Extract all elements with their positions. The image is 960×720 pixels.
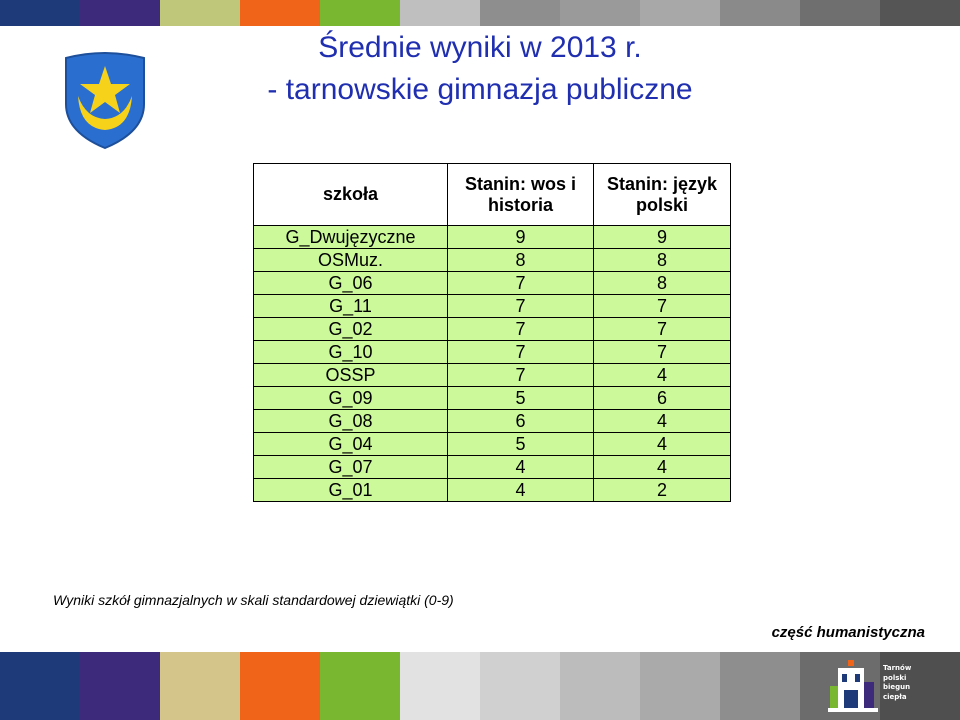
table-header-row	[254, 164, 731, 226]
cell-wos-history: 8	[448, 249, 594, 272]
cell-polish: 8	[594, 249, 731, 272]
cell-wos-history: 9	[448, 226, 594, 249]
bottom-bar-segment	[480, 652, 560, 720]
cell-wos-history: 6	[448, 410, 594, 433]
cell-school: G_Dwujęzyczne	[254, 226, 448, 249]
top-bar-segment	[880, 0, 960, 26]
bottom-bar-segment	[0, 652, 80, 720]
cell-polish: 7	[594, 295, 731, 318]
cell-wos-history: 4	[448, 479, 594, 502]
top-bar-segment	[640, 0, 720, 26]
cell-school: G_04	[254, 433, 448, 456]
bottom-color-bar	[0, 652, 960, 720]
bottom-bar-segment	[720, 652, 800, 720]
cell-wos-history: 7	[448, 272, 594, 295]
top-bar-segment	[80, 0, 160, 26]
cell-school: OSSP	[254, 364, 448, 387]
top-bar-segment	[160, 0, 240, 26]
table-row	[254, 341, 731, 364]
cell-school: G_10	[254, 341, 448, 364]
table-row	[254, 364, 731, 387]
cell-school: OSMuz.	[254, 249, 448, 272]
top-bar-segment	[560, 0, 640, 26]
bottom-bar-segment	[640, 652, 720, 720]
cell-school: G_01	[254, 479, 448, 502]
header-school: szkoła	[254, 164, 448, 226]
cell-school: G_02	[254, 318, 448, 341]
cell-wos-history: 7	[448, 341, 594, 364]
top-bar-segment	[400, 0, 480, 26]
table-row	[254, 387, 731, 410]
tarnow-logo	[826, 658, 926, 716]
cell-wos-history: 4	[448, 456, 594, 479]
cell-polish: 8	[594, 272, 731, 295]
cell-school: G_07	[254, 456, 448, 479]
page-title: Średnie wyniki w 2013 r.	[318, 31, 642, 64]
header-polish: Stanin: język polski	[594, 164, 731, 226]
bottom-bar-segment	[320, 652, 400, 720]
cell-polish: 4	[594, 410, 731, 433]
footnote: Wyniki szkół gimnazjalnych w skali standardowej dziewiątki (0-9)	[53, 592, 454, 608]
table-row	[254, 479, 731, 502]
table-row	[254, 318, 731, 341]
bottom-bar-segment	[80, 652, 160, 720]
top-bar-segment	[800, 0, 880, 26]
cell-school: G_09	[254, 387, 448, 410]
table-row	[254, 433, 731, 456]
logo-line-2: polski	[883, 673, 907, 682]
cell-wos-history: 5	[448, 433, 594, 456]
cell-wos-history: 7	[448, 364, 594, 387]
table-row	[254, 295, 731, 318]
logo-line-3: biegun	[883, 683, 911, 691]
cell-wos-history: 7	[448, 295, 594, 318]
top-bar-segment	[0, 0, 80, 26]
cell-polish: 2	[594, 479, 731, 502]
bottom-bar-segment	[560, 652, 640, 720]
cell-school: G_08	[254, 410, 448, 433]
cell-school: G_11	[254, 295, 448, 318]
top-bar-segment	[320, 0, 400, 26]
header-wos-history: Stanin: wos i historia	[448, 164, 594, 226]
cell-polish: 7	[594, 318, 731, 341]
cell-wos-history: 5	[448, 387, 594, 410]
bottom-bar-segment	[240, 652, 320, 720]
cell-school: G_06	[254, 272, 448, 295]
cell-polish: 6	[594, 387, 731, 410]
cell-wos-history: 7	[448, 318, 594, 341]
page-subtitle: - tarnowskie gimnazja publiczne	[267, 73, 693, 106]
table-row	[254, 249, 731, 272]
top-bar-segment	[480, 0, 560, 26]
logo-line-4: ciepła	[883, 692, 907, 701]
bottom-bar-segment	[400, 652, 480, 720]
top-color-bar	[0, 0, 960, 26]
cell-polish: 4	[594, 364, 731, 387]
logo-line-1: Tarnów	[883, 664, 912, 672]
table-row	[254, 456, 731, 479]
tarnow-tower-logo	[826, 658, 884, 716]
table-row	[254, 410, 731, 433]
top-bar-segment	[240, 0, 320, 26]
table-row	[254, 272, 731, 295]
cell-polish: 9	[594, 226, 731, 249]
bottom-bar-segment	[160, 652, 240, 720]
top-bar-segment	[720, 0, 800, 26]
cell-polish: 7	[594, 341, 731, 364]
cell-polish: 4	[594, 456, 731, 479]
table-row	[254, 226, 731, 249]
tarnow-coat-of-arms-icon	[62, 52, 148, 150]
results-table	[253, 163, 731, 502]
cell-polish: 4	[594, 433, 731, 456]
section-tag: część humanistyczna	[771, 624, 925, 641]
